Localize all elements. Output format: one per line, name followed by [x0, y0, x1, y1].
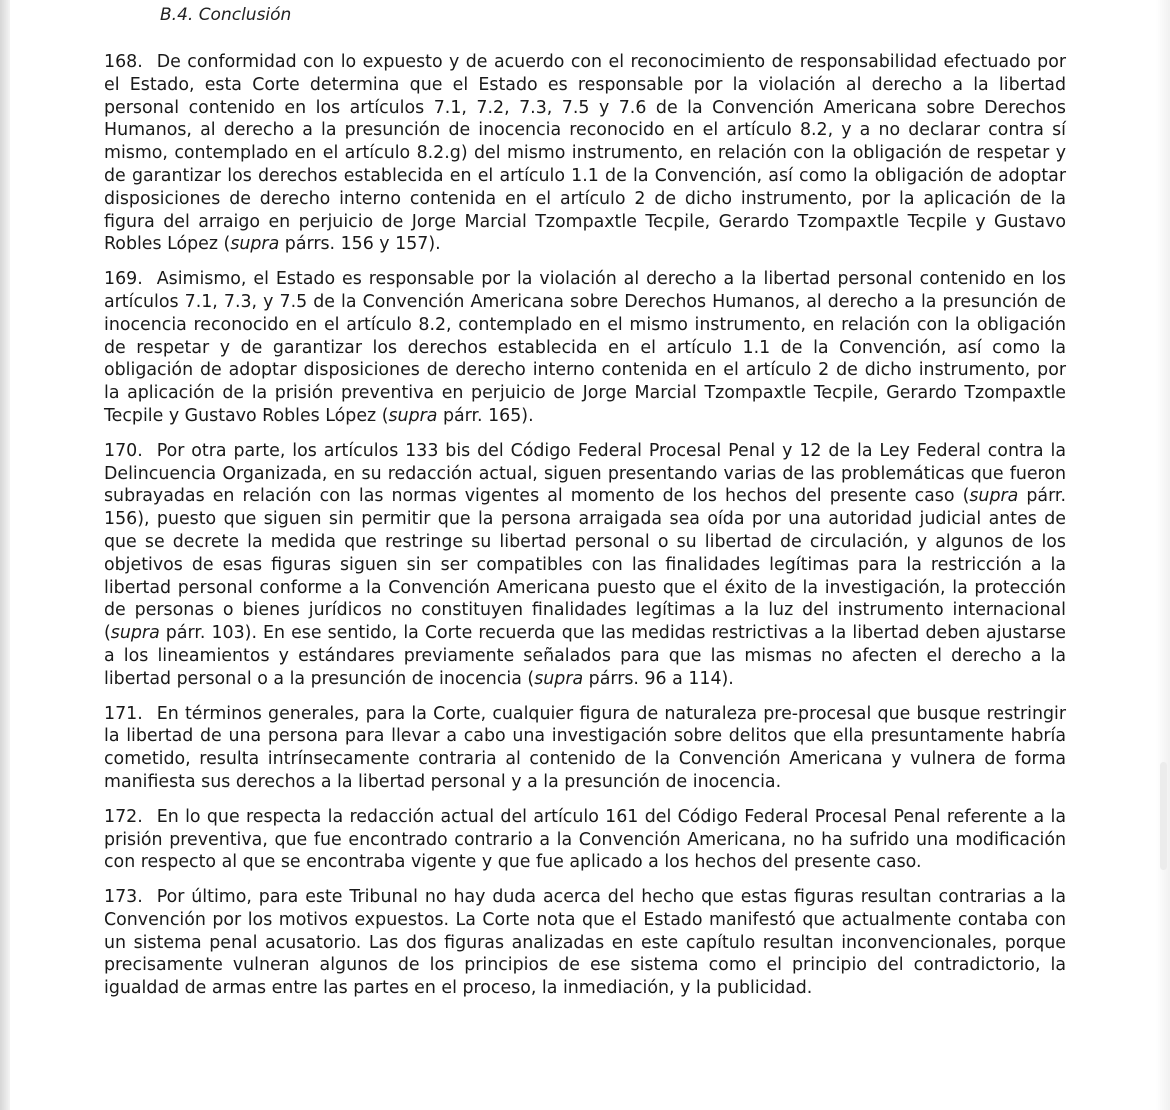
citation-supra: supra [110, 623, 160, 644]
citation-supra: supra [969, 486, 1019, 507]
paragraph-172 [104, 806, 1066, 874]
paragraph-text: párr. 103). En ese sentido, la Corte recuerda que las medidas restrictivas a la libertad deben ajustarse a los lineamientos y estándares previamente señalados para que las mismas no afecten el derecho a la libertad personal o a la presunción de inocencia ( [104, 623, 1066, 689]
citation-supra: supra [230, 234, 280, 255]
paragraph-number: 168. [104, 52, 143, 72]
section-heading: B.4. Conclusión [160, 5, 292, 25]
paragraph-text: De conformidad con lo expuesto y de acuerdo con el reconocimiento de responsabilidad efectuado por el Estado, esta Corte determina que el Estado es responsable por la violación al derecho a la libertad personal contenido en los artículos 7.1, 7.2, 7.3, 7.5 y 7.6 de la Convención Americana sobre Derechos Humanos, al derecho a la presunción de inocencia reconocido en el artículo 8.2, y a no declarar contra sí mismo, contemplado en el artículo 8.2.g) del mismo instrumento, en relación con la obligación de respetar y de garantizar los derechos establecida en el artículo 1.1 de la Convención, así como la obligación de adoptar disposiciones de derecho interno contenida en el artículo 2 de dicho instrumento, por la aplicación de la figura del arraigo en perjuicio de Jorge Marcial Tzompaxtle Tecpile, Gerardo Tzompaxtle Tecpile y Gustavo Robles López ( [104, 52, 1066, 255]
paragraph-173 [104, 886, 1066, 1000]
paragraph-text: Por último, para este Tribunal no hay duda acerca del hecho que estas figuras resultan contrarias a la Convención por los motivos expuestos. La Corte nota que el Estado manifestó que actualmente contaba con un sistema penal acusatorio. Las dos figuras analizadas en este capítulo resultan inconvencionales, porque precisamente vulneran algunos de los principios de ese sistema como el principio del contradictorio, la igualdad de armas entre las partes en el proceso, la inmediación, y la publicidad. [104, 887, 1066, 999]
paragraph-text: En lo que respecta la redacción actual del artículo 161 del Código Federal Procesal Penal referente a la prisión preventiva, que fue encontrado contrario a la Convención Americana, no ha sufrido una modificación con respecto al que se encontraba vigente y que fue aplicado a los hechos del presente caso. [104, 806, 1066, 873]
paragraph-number: 170. [104, 440, 143, 461]
paragraph-number: 171. [104, 703, 143, 724]
paragraph-text: párr. 156), puesto que siguen sin permitir que la persona arraigada sea oída por una autoridad judicial antes de que se decrete la medida que restringe su libertad personal o su libertad de circulación, y algunos de los objetivos de esas figuras siguen sin ser compatibles con las finalidades legítimas para la restricción a la libertad personal conforme a la Convención Americana puesto que el éxito de la investigación, la protección de personas o bienes jurídicos no constituyen finalidades legítimas a la luz del instrumento internacional ( [104, 486, 1066, 644]
paragraph-number: 173. [104, 887, 143, 908]
paragraph-text: Asimismo, el Estado es responsable por la violación al derecho a la libertad personal contenido en los artículos 7.1, 7.3, y 7.5 de la Convención Americana sobre Derechos Humanos, al derecho a la presunción de inocencia reconocido en el artículo 8.2, contemplado en el mismo instrumento, en relación con la obligación de respetar y de garantizar los derechos establecida en el artículo 1.1 de la Convención, así como la obligación de adoptar disposiciones de derecho interno contenida en el artículo 2 de dicho instrumento, por la aplicación de la prisión preventiva en perjuicio de Jorge Marcial Tzompaxtle Tecpile, Gerardo Tzompaxtle Tecpile y Gustavo Robles López ( [104, 269, 1066, 426]
scrollbar-thumb[interactable] [1160, 762, 1167, 870]
page-shadow-left [0, 0, 10, 1110]
paragraph-text: párr. 165). [437, 405, 534, 426]
paragraph-169 [104, 268, 1066, 428]
paragraph-text: Por otra parte, los artículos 133 bis del Código Federal Procesal Penal y 12 de la Ley Federal contra la Delincuencia Organizada, en su redacción actual, siguen presentando varias de las problemáticas que fueron subrayadas en relación con las normas vigentes al momento de los hechos del presente caso ( [104, 440, 1066, 507]
citation-supra: supra [388, 405, 438, 426]
paragraph-number: 172. [104, 806, 143, 827]
paragraph-168 [104, 51, 1066, 256]
document-page [104, 4, 1066, 1012]
paragraph-text: párrs. 156 y 157). [279, 234, 441, 255]
scrollbar-track[interactable] [1156, 0, 1170, 1110]
citation-supra: supra [534, 668, 584, 689]
paragraph-171 [104, 703, 1066, 794]
paragraph-text: En términos generales, para la Corte, cualquier figura de naturaleza pre-procesal que busque restringir la libertad de una persona para llevar a cabo una investigación sobre delitos que ella presuntamente habría cometido, resulta intrínsecamente contraria al contenido de la Convención Americana y vulnera de forma manifiesta sus derechos a la libertad personal y a la presunción de inocencia. [104, 703, 1066, 792]
paragraph-number: 169. [104, 269, 143, 290]
paragraph-text: párrs. 96 a 114). [583, 668, 734, 689]
paragraph-170 [104, 440, 1066, 691]
